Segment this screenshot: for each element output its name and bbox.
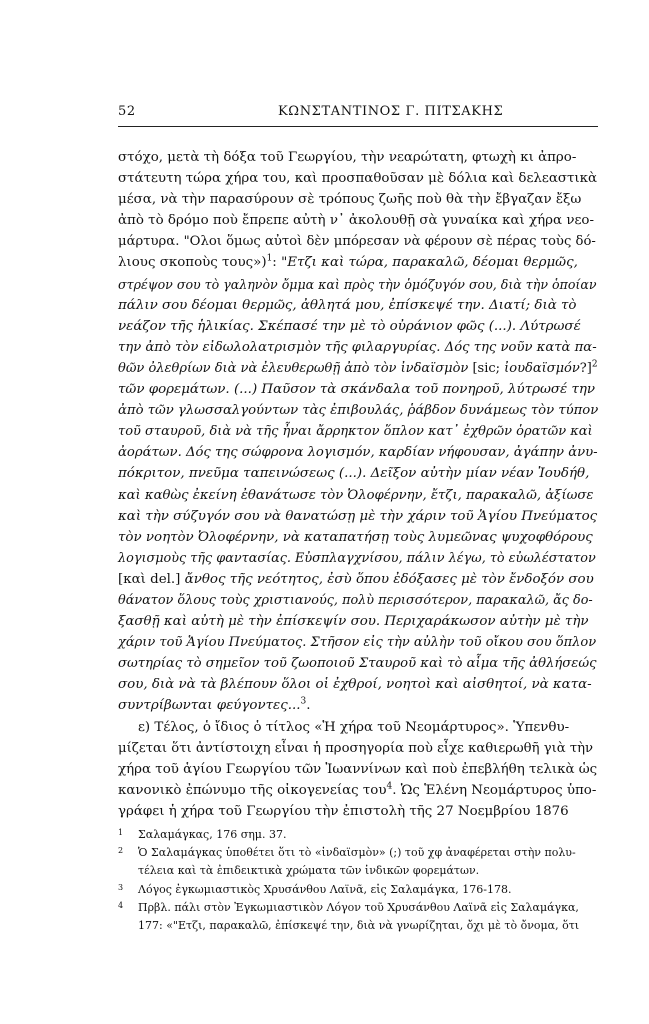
text-segment: νεάζον τῆς ἡλικίας. Σκέπασέ την μὲ τὸ οὐράνιον φῶς (...). Λύτρωσέ xyxy=(118,318,581,334)
text-line xyxy=(118,506,598,527)
footnote-line xyxy=(118,899,608,917)
text-segment: πάλιν σου δέομαι θερμῶς, ἀθλητά μου, ἐπίσκεψέ την. Διατί; διὰ τὸ xyxy=(118,297,577,313)
text-line xyxy=(118,147,598,168)
text-line xyxy=(118,695,598,716)
text-line xyxy=(118,485,598,506)
text-segment: χάριν τοῦ Ἁγίου Πνεύματος. Στῆσον εἰς τὴν αὐλὴν τοῦ οἴκου σου ὅπλον xyxy=(118,635,597,651)
footnote-marker: 2 xyxy=(118,846,124,856)
text-segment: λογισμοὺς τῆς φαντασίας. Εὐσπλαγχνίσου, πάλιν λέγω, τὸ εὐωλέστατον xyxy=(118,550,596,566)
footnote-marker: 3 xyxy=(118,882,124,892)
text-line xyxy=(118,548,598,569)
text-segment: γράφει ἡ χήρα τοῦ Γεωργίου τὴν ἐπιστολὴ τῆς 27 Νοεμβρίου 1876 xyxy=(118,803,569,819)
text-segment: ?] xyxy=(579,360,592,376)
text-segment: την ἀπὸ τὸν εἰδωλολατρισμὸν τῆς φιλαργυρίας. Δός της νοῦν κατὰ πα- xyxy=(118,339,597,355)
text-line xyxy=(118,674,598,695)
header-rule xyxy=(118,126,598,127)
footnote-text: Λόγος ἐγκωμιαστικὸς Χρυσάνθου Λαϊνᾶ, εἰς Σαλαμάγκα, 176-178. xyxy=(138,882,512,896)
footnote-text: Ὁ Σαλαμάγκας ὑποθέτει ὅτι τὸ «ἰνδαϊσμὸν» (;) τοῦ χφ ἀναφέρεται στὴν πολυ- xyxy=(138,846,576,860)
text-segment: συντρίβωνται φεύγοντες... xyxy=(118,698,301,714)
text-segment: καὶ καθὼς ἐκείνη ἐθανάτωσε τὸν Ὀλοφέρνην, ἔτζι, παρακαλῶ, ἀξίωσε xyxy=(118,487,594,503)
footnote-reference: 3 xyxy=(300,696,307,707)
text-segment: "Ετζι καὶ τώρα, παρακαλῶ, δέομαι θερμῶς, xyxy=(281,255,578,271)
footnote-reference: 1 xyxy=(266,254,273,264)
text-line xyxy=(118,210,598,231)
text-segment: ἄνθος τῆς νεότητος, ἐσὺ ὅπου ἐδόξασες μὲ τὸν ἔνδοξόν σου xyxy=(184,571,594,587)
text-segment: τὸν νοητὸν Ὀλοφέρνην, νὰ καταπατήσῃ τοὺς λυμεῶνας ψυχοφθόρους xyxy=(118,529,593,545)
text-segment: στόχο, μετὰ τὴ δόξα τοῦ Γεωργίου, τὴν νεαρώτατη, φτωχὴ κι ἀπρο- xyxy=(118,150,577,165)
text-line xyxy=(118,168,598,189)
footnote-separator xyxy=(118,820,238,821)
text-segment: [sic; xyxy=(468,360,505,376)
footnote-marker: 4 xyxy=(118,900,124,910)
text-line xyxy=(118,463,598,484)
text-line xyxy=(118,358,598,379)
text-line xyxy=(118,759,598,780)
text-line xyxy=(118,421,598,442)
text-line xyxy=(118,379,598,400)
footnote-line xyxy=(118,862,608,880)
text-line xyxy=(118,337,598,358)
text-segment: ἀοράτων. Δός της σώφρονα λογισμόν, καρδίαν νήφουσαν, ἀγάπην ἀνυ- xyxy=(118,445,598,461)
text-line xyxy=(118,189,598,210)
text-segment: χήρα τοῦ ἁγίου Γεωργίου τῶν Ἰωαννίνων καὶ ποὺ ἐπεβλήθη τελικὰ ὡς xyxy=(118,761,598,777)
page-header xyxy=(118,104,596,124)
footnote-line xyxy=(118,881,608,899)
text-segment: πόκριτον, πνεῦμα ταπεινώσεως (...). Δεῖξον αὐτὴν μίαν νέαν Ἰουδήθ, xyxy=(118,466,590,482)
text-segment: ἀπὸ τῶν γλωσσαλγούντων τὰς ἐπιβουλάς, ῥάβδον δυνάμεως τὸν τύπον xyxy=(118,403,599,419)
text-line xyxy=(118,653,598,674)
text-line xyxy=(118,274,598,295)
page-number: 52 xyxy=(118,104,136,119)
text-segment: θάνατον ὅλους τοὺς χριστιανούς, πολὺ περισσότερον, παρακαλῶ, ἄς δο- xyxy=(118,592,593,608)
text-segment: . xyxy=(306,698,311,714)
text-line xyxy=(118,801,598,822)
footnote-line xyxy=(118,917,608,935)
text-segment: μάρτυρα. "Ολοι ὅμως αὐτοὶ δὲν μπόρεσαν νὰ φέρουν σὲ πέρας τοὺς δό- xyxy=(118,234,596,250)
text-segment: στρέψον σου τὸ γαληνὸν ὄμμα καὶ πρὸς τὴν ὁμόζυγόν σου, διὰ τὴν ὁποίαν xyxy=(118,276,597,292)
footnotes xyxy=(118,826,608,935)
text-segment: μέσα, νὰ τὴν παρασύρουν σὲ τρόπους ζωῆς ποὺ θὰ τὴν ἔβγαζαν ἔξω xyxy=(118,192,582,208)
text-segment: : xyxy=(272,255,282,271)
footnote-text: Πρβλ. πάλι στὸν Ἐγκωμιαστικὸν Λόγον τοῦ Χρυσάνθου Λαϊνᾶ εἰς Σαλαμάγκα, xyxy=(138,900,579,914)
text-segment: σωτηρίας τὸ σημεῖον τοῦ ζωοποιοῦ Σταυροῦ καὶ τὸ αἷμα τῆς ἀθλήσεώς xyxy=(118,656,597,672)
text-line xyxy=(118,442,598,463)
text-segment: τῶν φορεμάτων. (...) Παῦσον τὰ σκάνδαλα τοῦ πονηροῦ, λύτρωσέ την xyxy=(118,382,596,398)
text-segment: μίζεται ὅτι ἀντίστοιχη εἶναι ἡ προσηγορία ποὺ εἶχε καθιερωθῆ γιὰ τὴν xyxy=(118,740,594,756)
text-segment: . Ὡς Ἑλένη Νεομάρτυρος ὑπο- xyxy=(392,782,597,798)
footnote-line xyxy=(118,844,608,862)
text-line xyxy=(118,295,598,316)
footnote-reference: 2 xyxy=(591,359,598,370)
text-line xyxy=(118,590,598,611)
text-segment: σου, διὰ νὰ τὰ βλέπουν ὅλοι οἱ ἐχθροί, νοητοὶ καὶ αἰσθητοί, νὰ κατα- xyxy=(118,677,592,693)
text-segment: λιους σκοποὺς τους») xyxy=(118,255,267,271)
text-segment: κανονικὸ ἐπώνυμο τῆς οἰκογενείας του xyxy=(118,782,387,798)
text-line xyxy=(118,231,598,252)
text-line xyxy=(118,632,598,653)
text-line xyxy=(118,400,598,421)
footnote-text: 177: «"Ετζι, παρακαλῶ, ἐπίσκεψέ την, διὰ νὰ γνωρίζηται, ὄχι μὲ τὸ ὄνομα, ὅτι xyxy=(138,918,580,932)
text-line xyxy=(118,527,598,548)
text-segment: [καὶ del.] xyxy=(118,571,185,587)
footnote-line xyxy=(118,826,608,844)
footnote-marker: 1 xyxy=(118,828,124,837)
text-line xyxy=(118,717,598,738)
text-segment: στάτευτη τώρα χήρα του, καὶ προσπαθοῦσαν μὲ δόλια καὶ δελεαστικὰ xyxy=(118,171,598,187)
footnote-reference: 4 xyxy=(386,781,393,792)
running-head: ΚΩΝΣΤΑΝΤΙΝΟΣ Γ. ΠΙΤΣΑΚΗΣ xyxy=(278,104,504,119)
text-segment: θῶν ὀλεθρίων διὰ νὰ ἐλευθερωθῇ ἀπὸ τὸν ἰνδαϊσμὸν xyxy=(118,360,469,376)
text-segment: ἰουδαϊσμόν xyxy=(504,360,580,376)
text-line xyxy=(118,569,598,590)
text-line xyxy=(118,738,598,759)
footnote-text: τέλεια καὶ τὰ ἐπιδεικτικὰ χρώματα τῶν ἰνδικῶν φορεμάτων. xyxy=(138,864,480,878)
text-segment: καὶ τὴν σύζυγόν σου νὰ θανατώσῃ μὲ τὴν χάριν τοῦ Ἁγίου Πνεύματος xyxy=(118,508,598,524)
text-line xyxy=(118,252,598,273)
text-segment: ξασθῇ καὶ αὐτὴ μὲ τὴν ἐπίσκεψίν σου. Περιχαράκωσον αὐτὴν μὲ τὴν xyxy=(118,614,589,630)
text-line xyxy=(118,611,598,632)
main-text xyxy=(118,147,598,822)
text-line xyxy=(118,316,598,337)
text-segment: ἀπὸ τὸ δρόμο ποὺ ἔπρεπε αὐτὴ ν᾿ ἀκολουθῇ σὰ γυναίκα καὶ χήρα νεο- xyxy=(118,213,594,229)
text-line xyxy=(118,780,598,801)
footnote-text: Σαλαμάγκας, 176 σημ. 37. xyxy=(138,828,287,841)
text-segment: ε) Τέλος, ὁ ἴδιος ὁ τίτλος «Ἡ χήρα τοῦ Νεομάρτυρος». Ὑπενθυ- xyxy=(138,719,570,735)
text-segment: τοῦ σταυροῦ, διὰ νὰ τῆς ἦναι ἄρρηκτον ὅπλον κατ᾿ ἐχθρῶν ὁρατῶν καὶ xyxy=(118,424,593,440)
